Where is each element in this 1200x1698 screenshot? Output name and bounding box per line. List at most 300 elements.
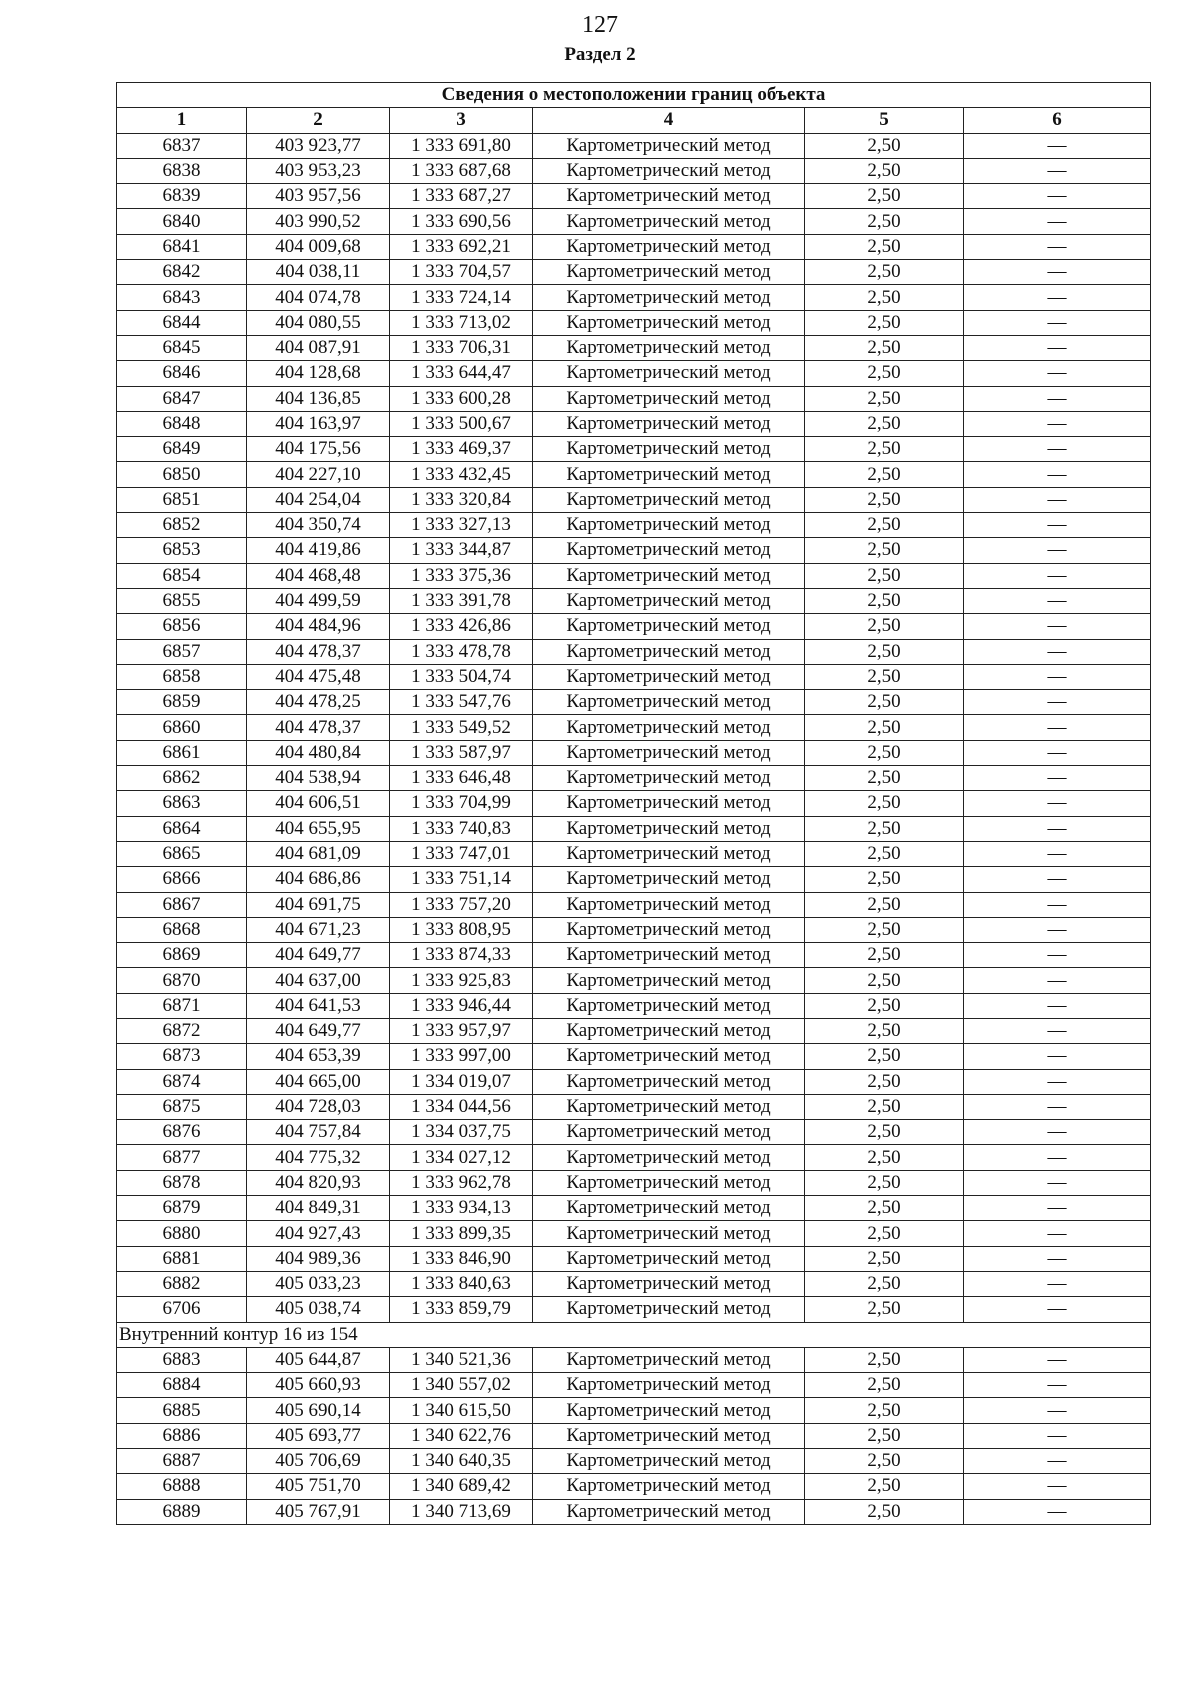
table-cell: 6844 [117,310,247,335]
column-header: 4 [533,108,805,133]
table-row [117,361,1151,386]
table-cell: 2,50 [805,639,964,664]
table-row [117,184,1151,209]
table-cell: 6842 [117,260,247,285]
table-cell: 1 333 469,37 [390,437,533,462]
table-cell: 1 333 327,13 [390,513,533,538]
table-cell: 405 751,70 [247,1474,390,1499]
table-cell: 6851 [117,487,247,512]
table-cell: 6873 [117,1044,247,1069]
table-cell: 1 333 808,95 [390,917,533,942]
table-cell: 1 333 500,67 [390,411,533,436]
table-row [117,386,1151,411]
section-title: Раздел 2 [564,44,636,65]
table-cell: — [964,411,1151,436]
table-cell: 1 340 622,76 [390,1423,533,1448]
page-number: 127 [582,12,618,38]
table-cell: 2,50 [805,1145,964,1170]
table-cell: 6880 [117,1221,247,1246]
table-cell: 2,50 [805,1246,964,1271]
table-cell: 405 690,14 [247,1398,390,1423]
table-cell: 6862 [117,766,247,791]
column-header: 2 [247,108,390,133]
table-cell: 2,50 [805,133,964,158]
table-cell: Картометрический метод [533,1449,805,1474]
table-cell: 1 333 547,76 [390,690,533,715]
table-cell: 6869 [117,943,247,968]
table-cell: 6849 [117,437,247,462]
table-cell: 404 227,10 [247,462,390,487]
table-cell: 6867 [117,892,247,917]
table-cell: — [964,1094,1151,1119]
table-cell: 404 775,32 [247,1145,390,1170]
table-row [117,1094,1151,1119]
table-cell: 1 333 934,13 [390,1196,533,1221]
table-row [117,285,1151,310]
table-cell: — [964,538,1151,563]
table-cell: 404 136,85 [247,386,390,411]
table-cell: 2,50 [805,1170,964,1195]
table-cell: 403 923,77 [247,133,390,158]
table-cell: 1 333 644,47 [390,361,533,386]
table-cell: 1 333 687,27 [390,184,533,209]
table-cell: 2,50 [805,1297,964,1322]
table-cell: 1 340 713,69 [390,1499,533,1524]
table-row [117,260,1151,285]
table-row [117,740,1151,765]
table-row [117,917,1151,942]
table-cell: 404 637,00 [247,968,390,993]
table-cell: 403 957,56 [247,184,390,209]
table-cell: — [964,1196,1151,1221]
table-cell: Картометрический метод [533,184,805,209]
table-cell: 1 334 019,07 [390,1069,533,1094]
table-row [117,690,1151,715]
table-row [117,411,1151,436]
table-cell: Картометрический метод [533,1297,805,1322]
table-cell: 6837 [117,133,247,158]
table-cell: 404 757,84 [247,1120,390,1145]
table-cell: 405 706,69 [247,1449,390,1474]
table-row [117,1018,1151,1043]
table-row [117,1398,1151,1423]
table-row [117,1120,1151,1145]
table-cell: 6854 [117,563,247,588]
table-cell: — [964,234,1151,259]
table-cell: 6857 [117,639,247,664]
table-cell: 2,50 [805,1271,964,1296]
table-caption: Сведения о местоположении границ объекта [117,83,1151,108]
table-row [117,1246,1151,1271]
table-cell: — [964,867,1151,892]
table-cell: — [964,1449,1151,1474]
table-cell: 1 333 704,57 [390,260,533,285]
table-cell: 404 686,86 [247,867,390,892]
table-cell: Картометрический метод [533,310,805,335]
table-cell: Картометрический метод [533,487,805,512]
table-cell: 6843 [117,285,247,310]
table-cell: Картометрический метод [533,1474,805,1499]
table-cell: 2,50 [805,1196,964,1221]
table-row [117,1271,1151,1296]
table-cell: 6846 [117,361,247,386]
table-cell: — [964,310,1151,335]
table-cell: 404 691,75 [247,892,390,917]
table-cell: 6872 [117,1018,247,1043]
table-row [117,639,1151,664]
table-cell: 404 468,48 [247,563,390,588]
table-cell: — [964,614,1151,639]
table-cell: 404 606,51 [247,791,390,816]
table-cell: Картометрический метод [533,1499,805,1524]
table-row [117,867,1151,892]
table-cell: — [964,664,1151,689]
table-cell: 2,50 [805,285,964,310]
table-cell: Картометрический метод [533,917,805,942]
table-cell: — [964,1170,1151,1195]
table-cell: 1 333 691,80 [390,133,533,158]
table-cell: — [964,1069,1151,1094]
table-cell: Картометрический метод [533,209,805,234]
table-cell: Картометрический метод [533,234,805,259]
table-cell: 2,50 [805,892,964,917]
table-row [117,487,1151,512]
table-cell: 2,50 [805,588,964,613]
table-cell: 6852 [117,513,247,538]
table-cell: 1 340 615,50 [390,1398,533,1423]
table-cell: 6868 [117,917,247,942]
table-cell: 404 820,93 [247,1170,390,1195]
table-cell: 6885 [117,1398,247,1423]
table-cell: Картометрический метод [533,588,805,613]
table-cell: 1 333 478,78 [390,639,533,664]
table-cell: 2,50 [805,841,964,866]
table-cell: 6847 [117,386,247,411]
table-cell: Картометрический метод [533,1069,805,1094]
table-cell: Картометрический метод [533,1347,805,1372]
table-row [117,766,1151,791]
table-cell: 2,50 [805,664,964,689]
table-cell: 6855 [117,588,247,613]
table-cell: 6883 [117,1347,247,1372]
table-cell: 6864 [117,816,247,841]
column-header-row [117,108,1151,133]
table-cell: — [964,1145,1151,1170]
table-cell: 2,50 [805,968,964,993]
table-cell: 2,50 [805,1373,964,1398]
table-cell: 404 538,94 [247,766,390,791]
table-cell: 2,50 [805,1347,964,1372]
table-cell: 2,50 [805,867,964,892]
table-cell: 6870 [117,968,247,993]
table-cell: 1 334 044,56 [390,1094,533,1119]
table-row [117,335,1151,360]
table-cell: 404 655,95 [247,816,390,841]
table-row [117,1449,1151,1474]
table-cell: 1 333 997,00 [390,1044,533,1069]
table-cell: 2,50 [805,184,964,209]
table-cell: 405 644,87 [247,1347,390,1372]
table-cell: Картометрический метод [533,1120,805,1145]
table-cell: 2,50 [805,234,964,259]
table-cell: 404 478,25 [247,690,390,715]
table-cell: — [964,816,1151,841]
table-cell: 1 333 426,86 [390,614,533,639]
column-header: 6 [964,108,1151,133]
table-row [117,1297,1151,1322]
table-cell: 6856 [117,614,247,639]
table-cell: 1 333 432,45 [390,462,533,487]
table-cell: 2,50 [805,563,964,588]
table-cell: 2,50 [805,740,964,765]
table-cell: 2,50 [805,411,964,436]
table-cell: 1 340 557,02 [390,1373,533,1398]
table-cell: 2,50 [805,1094,964,1119]
table-cell: 1 333 740,83 [390,816,533,841]
table-cell: 6875 [117,1094,247,1119]
table-cell: Картометрический метод [533,943,805,968]
table-cell: 2,50 [805,816,964,841]
table-cell: 2,50 [805,614,964,639]
table-cell: Картометрический метод [533,260,805,285]
table-cell: Картометрический метод [533,513,805,538]
table-cell: — [964,1044,1151,1069]
table-cell: — [964,1474,1151,1499]
table-cell: Картометрический метод [533,1221,805,1246]
table-cell: Картометрический метод [533,1170,805,1195]
table-row [117,588,1151,613]
column-header: 5 [805,108,964,133]
table-cell: 2,50 [805,766,964,791]
table-row [117,1347,1151,1372]
table-cell: Картометрический метод [533,285,805,310]
table-cell: — [964,513,1151,538]
table-cell: — [964,487,1151,512]
table-cell: 405 767,91 [247,1499,390,1524]
table-row [117,715,1151,740]
table-cell: 404 087,91 [247,335,390,360]
table-row [117,1170,1151,1195]
table-cell: — [964,1246,1151,1271]
table-cell: Картометрический метод [533,1398,805,1423]
table-cell: 403 953,23 [247,158,390,183]
table-cell: — [964,917,1151,942]
table-cell: — [964,1373,1151,1398]
table-cell: 2,50 [805,715,964,740]
table-row [117,1423,1151,1448]
table-row [117,234,1151,259]
column-header: 1 [117,108,247,133]
table-cell: — [964,968,1151,993]
table-cell: 2,50 [805,1398,964,1423]
table-cell: 6887 [117,1449,247,1474]
table-cell: 2,50 [805,993,964,1018]
table-cell: — [964,1398,1151,1423]
table-cell: 1 333 687,68 [390,158,533,183]
column-header: 3 [390,108,533,133]
table-cell: 1 333 946,44 [390,993,533,1018]
table-row [117,1474,1151,1499]
table-cell: 1 334 037,75 [390,1120,533,1145]
table-cell: 2,50 [805,487,964,512]
table-cell: 2,50 [805,209,964,234]
table-cell: 6884 [117,1373,247,1398]
table-cell: 2,50 [805,513,964,538]
table-cell: 2,50 [805,791,964,816]
table-cell: 2,50 [805,1044,964,1069]
table-cell: Картометрический метод [533,411,805,436]
table-cell: 404 681,09 [247,841,390,866]
table-cell: 6861 [117,740,247,765]
table-cell: 404 849,31 [247,1196,390,1221]
table-cell: 1 333 747,01 [390,841,533,866]
table-cell: 404 665,00 [247,1069,390,1094]
table-cell: 1 333 646,48 [390,766,533,791]
table-row [117,437,1151,462]
table-cell: 1 333 549,52 [390,715,533,740]
table-cell: 2,50 [805,386,964,411]
table-row [117,664,1151,689]
table-row [117,1499,1151,1524]
table-cell: 6706 [117,1297,247,1322]
table-row [117,1221,1151,1246]
table-cell: 1 340 640,35 [390,1449,533,1474]
table-cell: 404 419,86 [247,538,390,563]
outer-contour-rows [117,133,1151,1322]
table-cell: — [964,690,1151,715]
table-cell: 404 254,04 [247,487,390,512]
table-row [117,563,1151,588]
table-row [117,993,1151,1018]
table-cell: 2,50 [805,1120,964,1145]
table-cell: 6882 [117,1271,247,1296]
table-row [117,1196,1151,1221]
table-cell: 2,50 [805,437,964,462]
table-row [117,791,1151,816]
table-cell: 403 990,52 [247,209,390,234]
table-cell: Картометрический метод [533,841,805,866]
table-row [117,1373,1151,1398]
table-row [117,892,1151,917]
table-cell: — [964,1423,1151,1448]
table-cell: Картометрический метод [533,639,805,664]
table-cell: 2,50 [805,1474,964,1499]
table-cell: Картометрический метод [533,538,805,563]
table-cell: — [964,158,1151,183]
table-cell: — [964,993,1151,1018]
table-cell: 6865 [117,841,247,866]
table-cell: — [964,1271,1151,1296]
table-cell: — [964,335,1151,360]
table-row [117,538,1151,563]
table-cell: Картометрический метод [533,462,805,487]
table-cell: 404 989,36 [247,1246,390,1271]
table-cell: 1 334 027,12 [390,1145,533,1170]
table-cell: 2,50 [805,1221,964,1246]
table-cell: 6853 [117,538,247,563]
table-cell: Картометрический метод [533,664,805,689]
table-cell: Картометрический метод [533,690,805,715]
table-cell: 1 340 689,42 [390,1474,533,1499]
table-cell: 1 333 587,97 [390,740,533,765]
table-cell: — [964,1347,1151,1372]
table-cell: 6874 [117,1069,247,1094]
table-cell: — [964,1297,1151,1322]
table-cell: 6871 [117,993,247,1018]
table-cell: 404 175,56 [247,437,390,462]
table-cell: — [964,841,1151,866]
table-row [117,209,1151,234]
table-row [117,968,1151,993]
table-row [117,614,1151,639]
table-cell: 404 641,53 [247,993,390,1018]
table-cell: 2,50 [805,917,964,942]
table-cell: 1 333 375,36 [390,563,533,588]
table-cell: 1 333 846,90 [390,1246,533,1271]
table-cell: — [964,1221,1151,1246]
table-cell: 404 038,11 [247,260,390,285]
table-cell: Картометрический метод [533,867,805,892]
table-cell: 2,50 [805,158,964,183]
contour-label: Внутренний контур 16 из 154 [117,1322,1151,1347]
table-row [117,310,1151,335]
table-cell: Картометрический метод [533,766,805,791]
table-cell: 404 350,74 [247,513,390,538]
table-cell: 2,50 [805,1018,964,1043]
table-cell: 6845 [117,335,247,360]
table-cell: 6848 [117,411,247,436]
table-cell: — [964,892,1151,917]
table-cell: 2,50 [805,310,964,335]
table-cell: Картометрический метод [533,791,805,816]
table-row [117,943,1151,968]
table-cell: 404 484,96 [247,614,390,639]
table-cell: 6881 [117,1246,247,1271]
table-cell: 6877 [117,1145,247,1170]
table-cell: 6858 [117,664,247,689]
table-cell: — [964,588,1151,613]
table-cell: 1 333 751,14 [390,867,533,892]
table-cell: 1 333 957,97 [390,1018,533,1043]
table-cell: Картометрический метод [533,968,805,993]
table-cell: 404 163,97 [247,411,390,436]
table-cell: 6878 [117,1170,247,1195]
table-cell: 1 333 859,79 [390,1297,533,1322]
table-cell: 405 033,23 [247,1271,390,1296]
table-cell: 1 333 757,20 [390,892,533,917]
table-cell: 6866 [117,867,247,892]
boundary-coordinates-table [116,82,1151,1525]
table-cell: 6841 [117,234,247,259]
table-cell: 404 009,68 [247,234,390,259]
table-cell: — [964,766,1151,791]
table-cell: Картометрический метод [533,1196,805,1221]
table-cell: 6888 [117,1474,247,1499]
table-cell: Картометрический метод [533,563,805,588]
table-cell: 2,50 [805,462,964,487]
table-cell: 405 038,74 [247,1297,390,1322]
table-row [117,462,1151,487]
table-cell: Картометрический метод [533,1018,805,1043]
table-cell: — [964,260,1151,285]
table-cell: 1 333 840,63 [390,1271,533,1296]
table-cell: — [964,1120,1151,1145]
table-cell: 2,50 [805,335,964,360]
table-cell: Картометрический метод [533,437,805,462]
table-cell: 1 333 692,21 [390,234,533,259]
table-cell: Картометрический метод [533,715,805,740]
table-cell: 404 653,39 [247,1044,390,1069]
